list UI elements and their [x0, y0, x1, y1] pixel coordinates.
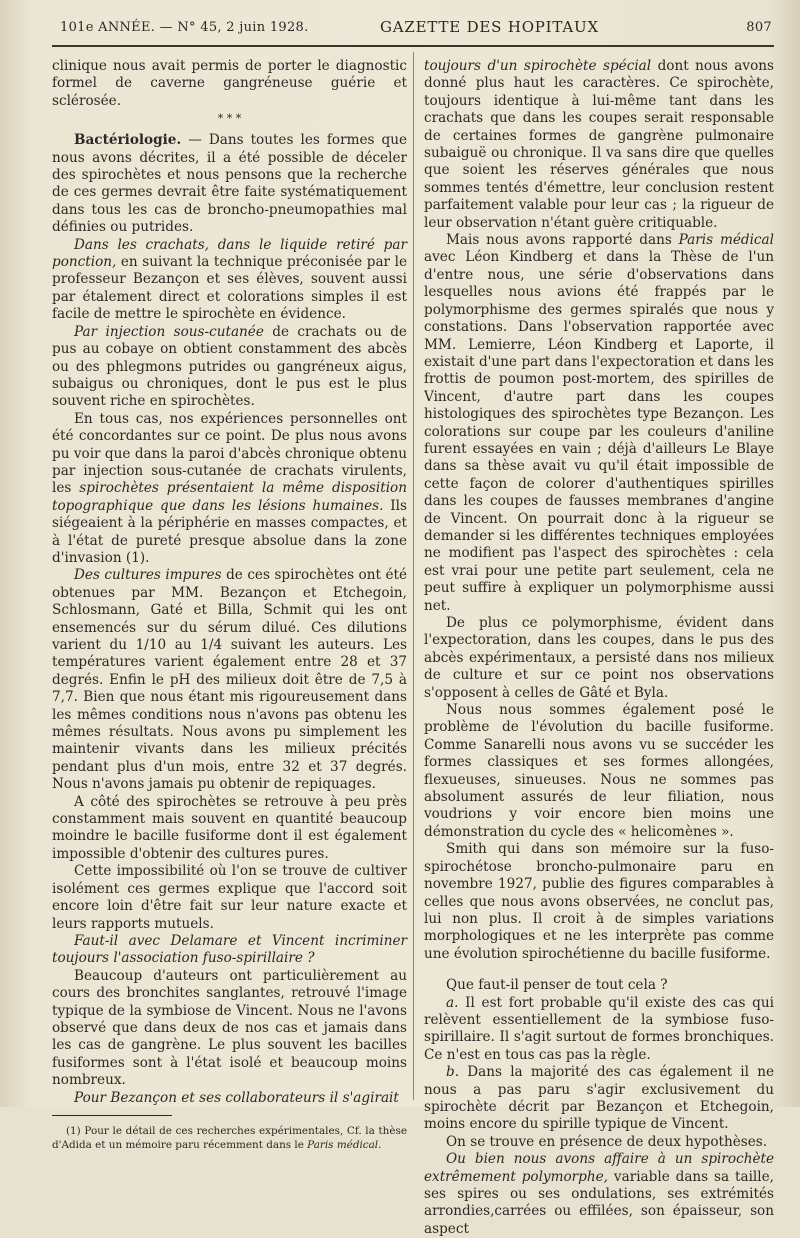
paragraph: A côté des spirochètes se retrouve à peu près constamment mais souvent en quantité beaucoup moindre le bacille fusiforme dont il est également impossible d'obtenir des cultures pures. — [52, 793, 407, 862]
paragraph: Bactériologie. — Dans toutes les formes que nous avons décrites, il a été possible de déceler des spirochètes et nous pensons que la recherche de ces germes devrait être faite systématiquement dans tous les cas de broncho-pneumopathies mal définies ou putrides. — [52, 132, 407, 236]
paragraph: b. Dans la majorité des cas également il ne nous a pas paru s'agir exclusivement du spirochète décrit par Bezançon et Etchegoin, moins encore du spirille typique de Vincent. — [424, 1064, 774, 1133]
section-separator: * * * — [217, 112, 242, 126]
left-column — [52, 58, 407, 1152]
paragraph: toujours d'un spirochète spécial dont nous avons donné plus haut les caractères. Ce spirochète, toujours identique à lui-même tant dans les crachats que dans les coupes serait responsable de certaines formes de gangrène pulmonaire subaiguë ou chronique. Il va sans dire que quelles que soient les réserves générales que nous sommes tentés d'émettre, leur conclusion restent parfaitement valable pour leur cas ; la rigueur de leur observation n'étant guère critiquable. — [424, 58, 774, 231]
right-column — [424, 58, 774, 1238]
paragraph: Que faut-il penser de tout cela ? — [446, 977, 668, 994]
page-number: 807 — [746, 20, 772, 35]
paragraph: Par injection sous-cutanée de crachats ou de pus au cobaye on obtient constamment des abcès ou des phlegmons putrides ou gangréneux aigus, subaigus ou chroniques, dont le pus est le plus souvent riche en spirochètes. — [52, 323, 407, 410]
paragraph: Ou bien nous avons affaire à un spirochète extrêmement polymorphe, variable dans sa taille, ses spires ou ses ondulations, ses extrémités arrondies,carrées ou effilées, son épaisseur, son aspect — [424, 1151, 774, 1237]
paragraph: Mais nous avons rapporté dans Paris médical avec Léon Kindberg et dans la Thèse de l'un d'entre nous, une série d'observations dans lesquelles nous avions été frappés par le polymorphisme des germes spiralés que nous y constations. Dans l'observation rapportée avec MM. Lemierre, Léon Kindberg et Laporte, il existait d'une part dans l'expectoration et dans les frottis de poumon post-mortem, des spirilles de Vincent, d'autre part dans les coupes histologiques des spirochètes type Bezançon. Les colorations sur coupe par les couleurs d'aniline furent essayées en vain ; déjà d'ailleurs Le Blaye dans sa thèse avait vu qu'il était impossible de cette façon de colorer d'authentiques spirilles dans les coupes de fausses membranes d'angine de Vincent. On pourrait donc à la rigueur se demander si les différentes techniques employées ne modifient pas l'aspect des spirochètes : cela est vrai pour une petite part seulement, cela ne peut suffire à expliquer un polymorphisme aussi net. — [424, 232, 774, 614]
paragraph: Des cultures impures de ces spirochètes ont été obtenues par MM. Bezançon et Etchegoin, Schlosmann, Gaté et Billa, Schmit qui les ont ensemencés sur du sérum dilué. Ces dilutions varient du 1/10 au 1/4 suivant les auteurs. Les températures varient également entre 28 et 37 degrés. Enfin le pH des milieux doit être de 7,5 à 7,7. Bien que nous étant mis rigoureusement dans les mêmes conditions nous n'avons pas obtenu les mêmes résultats. Nous avons pu simplement les maintenir vivants dans les milieux précités pendant plus d'un mois, entre 32 et 37 degrés. Nous n'avons jamais pu obtenir de repiquages. — [52, 567, 407, 793]
footnote-rule — [52, 1115, 172, 1116]
footnote: (1) Pour le détail de ces recherches expérimentales, Cf. la thèse d'Adida et un mémoire paru récemment dans le Paris médical. — [52, 1124, 407, 1151]
column-divider — [413, 52, 414, 1100]
header-rule — [52, 45, 774, 47]
issue-info: 101e ANNÉE. — N° 45, 2 juin 1928. — [60, 20, 309, 35]
spacer — [424, 963, 774, 977]
paragraph: Faut-il avec Delamare et Vincent incriminer toujours l'association fuso-spirillaire ? — [52, 932, 407, 967]
paragraph: Pour Bezançon et ses collaborateurs il s'agirait — [74, 1089, 399, 1106]
page-header — [50, 14, 780, 40]
paragraph: a. Il est fort probable qu'il existe des cas qui relèvent essentiellement de la symbiose fuso-spirillaire. Il s'agit surtout de formes bronchiques. Ce n'est en tous cas pas la règle. — [424, 994, 774, 1063]
paragraph: clinique nous avait permis de porter le diagnostic formel de caverne gangréneuse guérie et sclérosée. — [52, 58, 407, 109]
section-title: Bactériologie. — [74, 132, 182, 149]
paragraph: Smith qui dans son mémoire sur la fuso-spirochétose broncho-pulmonaire paru en novembre 1927, publie des figures comparables à celles que nous avons observées, ne conclut pas, lui non plus. Il croit à de simples variations morphologiques et ne les interprète pas comme une évolution spirochétienne du bacille fusiforme. — [424, 841, 774, 962]
paragraph: De plus ce polymorphisme, évident dans l'expectoration, dans les coupes, dans le pus des abcès expérimentaux, a persisté dans nos milieux de culture et sur ce point nos observations s'opposent à celles de Gâté et Byla. — [424, 615, 774, 701]
paragraph: Dans les crachats, dans le liquide retiré par ponction, en suivant la technique préconisée par le professeur Bezançon et ses élèves, souvent aussi par étalement direct et colorations simples il est facile de mettre le spirochète en évidence. — [52, 236, 407, 323]
journal-title: GAZETTE DES HOPITAUX — [380, 18, 599, 36]
paragraph: En tous cas, nos expériences personnelles ont été concordantes sur ce point. De plus nous avons pu voir que dans la paroi d'abcès chronique obtenu par injection sous-cutanée de crachats virulents, les spirochètes présentaient la même disposition topographique que dans les lésions humaines. Ils siégeaient à la périphérie en masses compactes, et à l'état de pureté presque absolue dans la zone d'invasion (1). — [52, 410, 407, 566]
paragraph: On se trouve en présence de deux hypothèses. — [446, 1133, 768, 1150]
paragraph: Beaucoup d'auteurs ont particulièrement au cours des bronchites sanglantes, retrouvé l'image typique de la symbiose de Vincent. Nous ne l'avons observé que dans deux de nos cas et jamais dans les cas de gangrène. Le plus souvent les bacilles fusiformes sont à l'état isolé et beaucoup moins nombreux. — [52, 967, 407, 1089]
paragraph: Nous nous sommes également posé le problème de l'évolution du bacille fusiforme. Comme Sanarelli nous avons vu se succéder les formes classiques et ses formes allongées, flexueuses, sinueuses. Nous ne sommes pas absolument assurés de leur filiation, nous voudrions y voir encore bien moins une démonstration du cycle des « helicomènes ». — [424, 702, 774, 840]
paragraph: Cette impossibilité où l'on se trouve de cultiver isolément ces germes explique que l'accord soit encore loin d'être fait sur leur nature exacte et leurs rapports mutuels. — [52, 863, 407, 932]
